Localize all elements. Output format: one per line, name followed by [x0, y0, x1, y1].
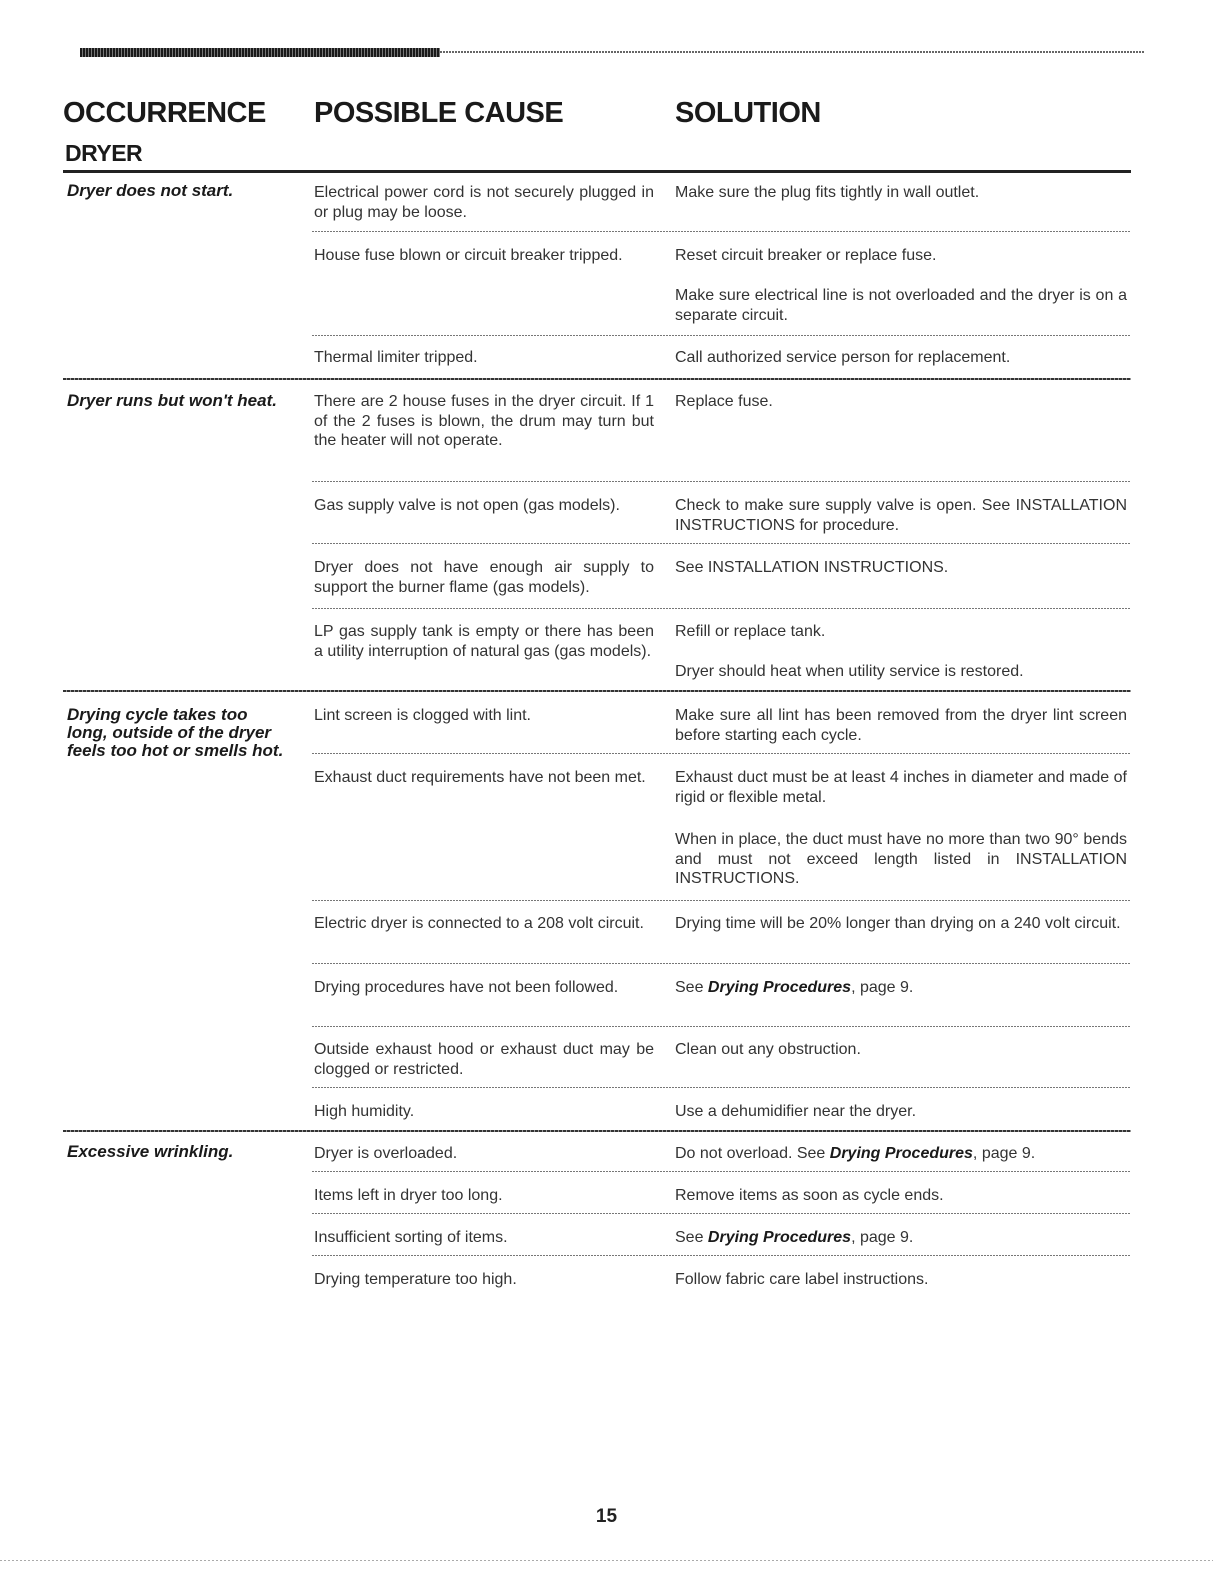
top-bar-thick-segment — [80, 48, 440, 57]
row-divider — [312, 543, 1131, 544]
cause-text: Dryer is overloaded. — [314, 1145, 458, 1162]
cause-text: Gas supply valve is not open (gas models). — [314, 497, 620, 514]
drying-procedures-reference: Drying Procedures — [829, 1145, 973, 1162]
row-divider — [312, 963, 1131, 964]
solution-prefix: See — [675, 1229, 708, 1246]
solution-suffix: , page 9. — [851, 1229, 914, 1246]
solution-prefix: Do not overload. See — [675, 1145, 830, 1162]
solution-text: Exhaust duct must be at least 4 inches in diameter and made of rigid or flexible metal. — [675, 769, 1127, 806]
section-divider — [63, 378, 1131, 380]
row-divider — [312, 753, 1131, 754]
cause-text: Drying temperature too high. — [314, 1271, 517, 1288]
row-divider — [312, 1255, 1131, 1256]
solution-text — [675, 1228, 1127, 1248]
solution-text: When in place, the duct must have no more than two 90° bends and must not exceed length listed in INSTALLATION INSTRUCTIONS. — [675, 831, 1127, 887]
solution-text: Reset circuit breaker or replace fuse. — [675, 247, 937, 264]
solution-text: Make sure electrical line is not overloaded and the dryer is on a separate circuit. — [675, 287, 1127, 324]
column-header-occurrence: OCCURRENCE — [63, 97, 266, 129]
cause-text: Dryer does not have enough air supply to support the burner flame (gas models). — [314, 559, 654, 596]
occurrence-label: Dryer runs but won't heat. — [67, 391, 277, 410]
solution-text — [675, 1144, 1127, 1164]
solution-text: Follow fabric care label instructions. — [675, 1271, 929, 1288]
solution-suffix: , page 9. — [972, 1145, 1036, 1162]
column-header-solution: SOLUTION — [675, 97, 821, 129]
solution-text: Remove items as soon as cycle ends. — [675, 1187, 944, 1204]
row-divider — [312, 481, 1131, 482]
top-decorative-bar — [80, 47, 1145, 59]
occurrence-label: Drying cycle takes too long, outside of the dryer feels too hot or smells hot. — [67, 705, 284, 760]
occurrence-label: Excessive wrinkling. — [67, 1142, 234, 1161]
cause-text: LP gas supply tank is empty or there has been a utility interruption of natural gas (gas models). — [314, 623, 654, 660]
cause-text: Lint screen is clogged with lint. — [314, 707, 531, 724]
solution-suffix: , page 9. — [851, 979, 914, 996]
bottom-decorative-rule — [0, 1560, 1213, 1561]
occurrence-label: Dryer does not start. — [67, 181, 234, 200]
cause-text: Exhaust duct requirements have not been met. — [314, 769, 646, 786]
row-divider — [312, 900, 1131, 901]
column-header-possible-cause: POSSIBLE CAUSE — [314, 97, 564, 129]
section-divider — [63, 690, 1131, 692]
cause-text: Drying procedures have not been followed. — [314, 979, 619, 996]
solution-text: Make sure the plug fits tightly in wall outlet. — [675, 184, 980, 201]
cause-text: Electrical power cord is not securely plugged in or plug may be loose. — [314, 184, 654, 221]
cause-text: Items left in dryer too long. — [314, 1187, 503, 1204]
cause-text: There are 2 house fuses in the dryer circuit. If 1 of the 2 fuses is blown, the drum may turn but the heater will not operate. — [314, 393, 654, 449]
solution-text: Replace fuse. — [675, 393, 773, 410]
row-divider — [312, 1213, 1131, 1214]
row-divider — [312, 1026, 1131, 1027]
cause-text: Outside exhaust hood or exhaust duct may be clogged or restricted. — [314, 1041, 654, 1078]
solution-text: Call authorized service person for replacement. — [675, 349, 1011, 366]
solution-text: Use a dehumidifier near the dryer. — [675, 1103, 917, 1120]
row-divider — [312, 231, 1131, 232]
top-bar-thin-segment — [440, 51, 1145, 53]
row-divider — [312, 1171, 1131, 1172]
drying-procedures-reference: Drying Procedures — [707, 979, 852, 996]
solution-text: Check to make sure supply valve is open. See INSTALLATION INSTRUCTIONS for procedure. — [675, 497, 1127, 534]
header-rule — [63, 170, 1131, 173]
row-divider — [312, 608, 1131, 609]
page-number: 15 — [595, 1506, 618, 1527]
solution-text: Make sure all lint has been removed from the dryer lint screen before starting each cycle. — [675, 707, 1127, 744]
solution-prefix: See — [675, 979, 708, 996]
cause-text: House fuse blown or circuit breaker tripped. — [314, 247, 623, 264]
solution-text: Clean out any obstruction. — [675, 1041, 861, 1058]
cause-text: Thermal limiter tripped. — [314, 349, 478, 366]
cause-text: High humidity. — [314, 1103, 415, 1120]
section-subheading: DRYER — [65, 140, 143, 166]
solution-text: Drying time will be 20% longer than drying on a 240 volt circuit. — [675, 915, 1121, 932]
cause-text: Electric dryer is connected to a 208 volt circuit. — [314, 915, 644, 932]
solution-text: See INSTALLATION INSTRUCTIONS. — [675, 559, 949, 576]
section-divider — [63, 1130, 1131, 1132]
solution-text: Dryer should heat when utility service is restored. — [675, 663, 1024, 680]
row-divider — [312, 335, 1131, 336]
solution-text — [675, 978, 1127, 998]
row-divider — [312, 1087, 1131, 1088]
drying-procedures-reference: Drying Procedures — [707, 1229, 852, 1246]
solution-text: Refill or replace tank. — [675, 623, 826, 640]
cause-text: Insufficient sorting of items. — [314, 1229, 508, 1246]
